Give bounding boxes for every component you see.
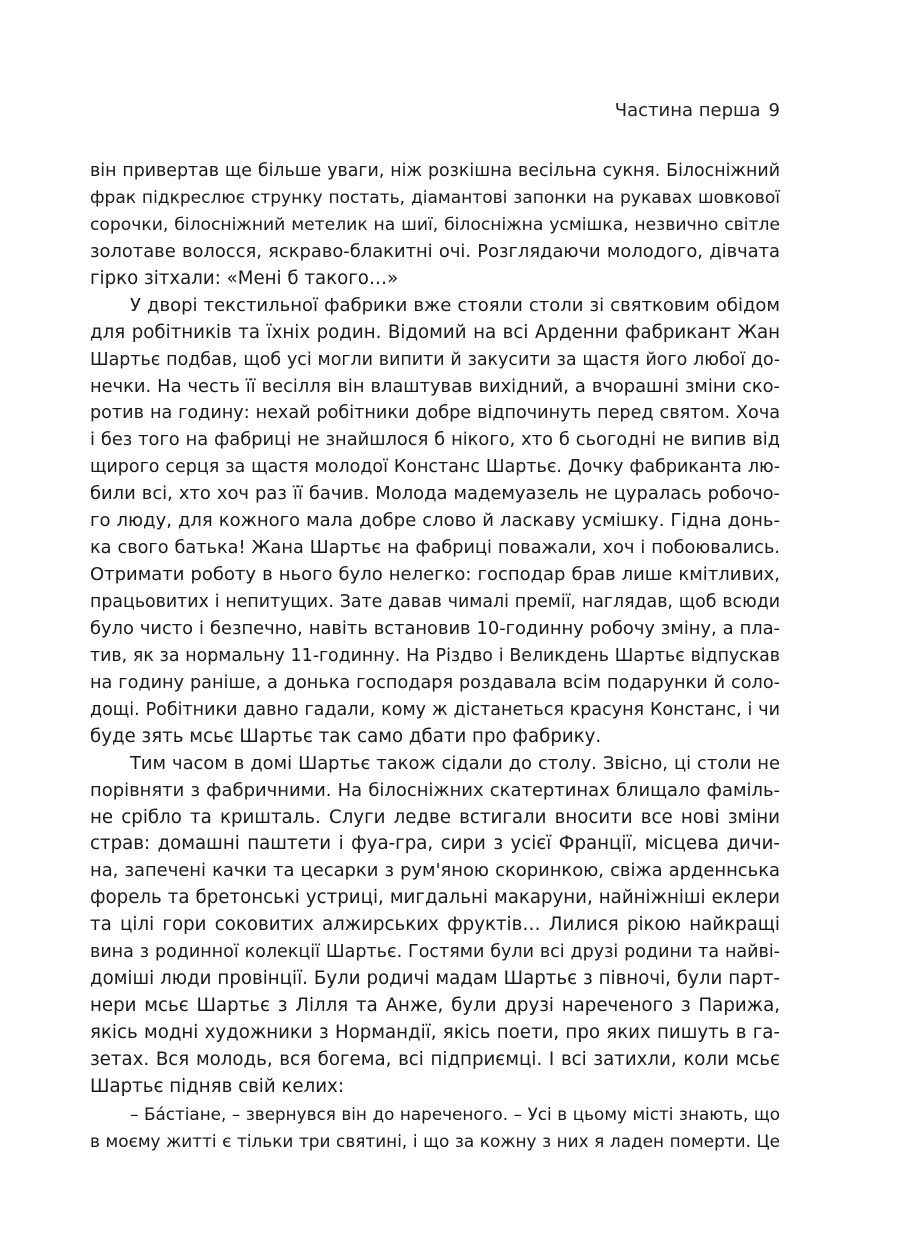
text-line: дощі. Робітники давно гадали, кому ж дістанеться красуня Констанс, і чи <box>90 699 780 720</box>
text-line: доміші люди провінції. Були родичі мадам Шартьє з півночі, були парт- <box>90 968 780 990</box>
text-line: буде зять мсьє Шартьє так само дбати про фабрику. <box>90 725 602 747</box>
text-line: і без того на фабриці не знайшлося б нікого, хто б сьогодні не випив від <box>90 429 780 451</box>
text-line: зетах. Вся молодь, вся богема, всі підприємці. І всі затихли, коли мсьє <box>90 1048 780 1070</box>
text-line: страв: домашні паштети і фуа-гра, сири з усієї Франції, місцева дичи- <box>90 833 780 855</box>
text-line: якісь модні художники з Нормандії, якісь поети, про яких пишуть в га- <box>90 1022 780 1043</box>
text-line: для робітників та їхніх родин. Відомий на всі Арденни фабрикант Жан <box>90 321 780 343</box>
text-line: го люду, для кожного мала добре слово й ласкаву усмішку. Гідна донь- <box>90 510 780 532</box>
text-line: нечки. На честь її весілля він влаштував вихідний, а вчорашні зміни ско- <box>90 375 780 397</box>
text-line: Шартьє підняв свій келих: <box>90 1075 344 1097</box>
text-line: ротив на годину: нехай робітники добре відпочинуть перед святом. Хоча <box>90 403 780 424</box>
text-line: та цілі гори соковитих алжирських фруктів… Лилися рікою найкращі <box>90 914 780 936</box>
text-line: У дворі текстильної фабрики вже стояли столи зі святковим обідом <box>130 294 780 316</box>
text-line: щирого серця за щастя молодої Констанс Шартьє. Дочку фабриканта лю- <box>90 457 780 478</box>
text-line: працьовитих і непитущих. Зате давав чималі премії, наглядав, щоб всюди <box>90 592 780 612</box>
text-line: вина з родинної колекції Шартьє. Гостями були всі друзі родини та найві- <box>90 942 780 963</box>
text-line: били всі, хто хоч раз її бачив. Молода мадемуазель не цуралась робочо- <box>90 483 780 505</box>
text-line: форель та бретонські устриці, мигдальні макаруни, найніжніші еклери <box>90 887 780 909</box>
text-line: на, запечені качки та цесарки з рум'яною скоринкою, свіжа арденнська <box>90 860 780 882</box>
body-text <box>90 158 780 1155</box>
text-line: – Бáстіане, – звернувся він до нареченого. – Усі в цьому місті знають, що <box>130 1103 780 1124</box>
page-number: 9 <box>768 100 780 121</box>
text-line: нери мсьє Шартьє з Лілля та Анже, були друзі нареченого з Парижа, <box>90 995 780 1017</box>
text-line: сорочки, білосніжний метелик на шиї, білосніжна усмішка, незвично світле <box>90 214 780 235</box>
text-line: Шартьє подбав, щоб усі могли випити й закусити за щастя його любої до- <box>90 349 780 370</box>
text-line: тив, як за нормальну 11-годинну. На Різдво і Великдень Шартьє відпускав <box>90 645 780 666</box>
text-line: фрак підкреслює струнку постать, діамантові запонки на рукавах шовкової <box>90 187 780 208</box>
section-title: Частина перша <box>614 100 761 121</box>
text-line: в моєму житті є тільки три святині, і що за кожну з них я ладен померти. Це <box>90 1130 780 1151</box>
text-line: золотаве волосся, яскраво-блакитні очі. Розглядаючи молодого, дівчата <box>90 240 780 262</box>
text-line: ка свого батька! Жана Шартьє на фабриці поважали, хоч і побоювались. <box>90 538 780 559</box>
running-head <box>615 100 780 121</box>
text-line: не срібло та кришталь. Слуги ледве встигали вносити все нові зміни <box>90 806 780 828</box>
text-line: гірко зітхали: «Мені б такого…» <box>90 267 399 289</box>
text-line: на годину раніше, а донька господаря роздавала всім подарунки й соло- <box>90 672 780 693</box>
text-line: було чисто і безпечно, навіть встановив 10-годинну робочу зміну, а пла- <box>90 617 780 639</box>
text-line: порівняти з фабричними. На білосніжних скатертинах блищало фаміль- <box>90 779 780 801</box>
text-line: Тим часом в домі Шартьє також сідали до столу. Звісно, ці столи не <box>130 752 780 774</box>
text-line: Отримати роботу в нього було нелегко: господар брав лише кмітливих, <box>90 564 780 586</box>
text-line: він привертав ще більше уваги, ніж розкішна весільна сукня. Білосніжний <box>90 161 780 181</box>
